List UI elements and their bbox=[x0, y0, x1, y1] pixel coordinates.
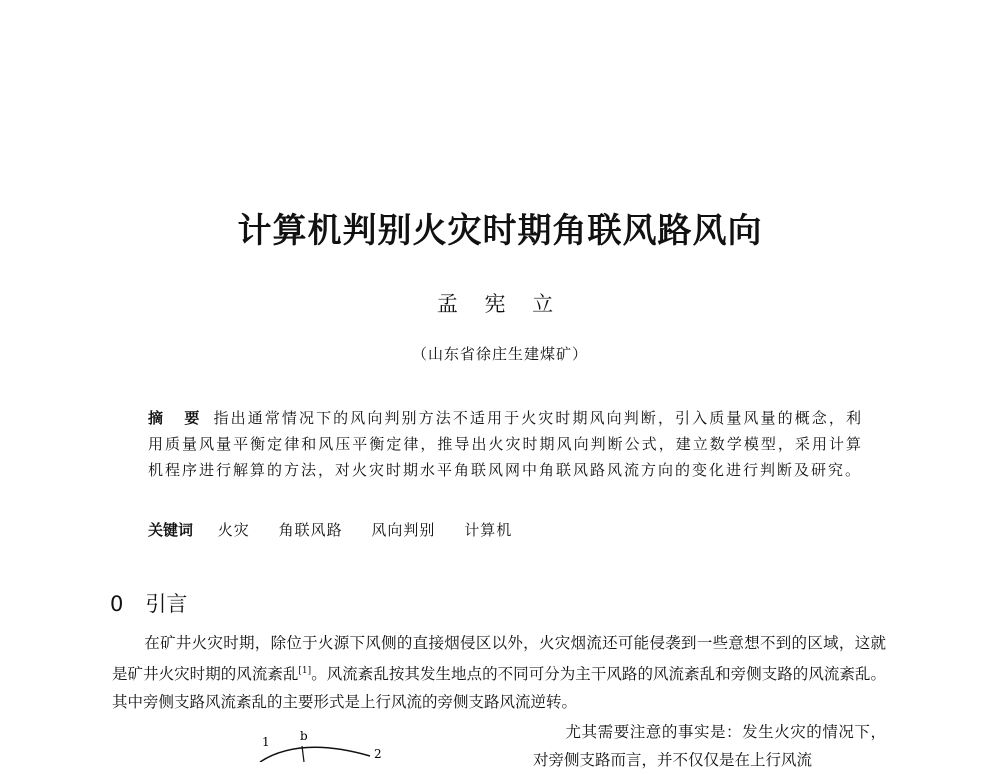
keywords-label: 关键词 bbox=[148, 521, 194, 539]
abstract-text: 指出通常情况下的风向判别方法不适用于火灾时期风向判断，引入质量风量的概念，利用质量风量平衡定律和风压平衡定律，推导出火灾时期风向判断公式，建立数学模型，采用计算机程序进行解算的方法，对火灾时期水平角联风网中角联风路风流方向的变化进行判断及研究。 bbox=[148, 409, 863, 479]
citation-ref: [1] bbox=[298, 666, 312, 676]
body-text: 。风流紊乱按其发生地点的不同可分为主干风路的风流紊乱和旁侧支路的风流紊乱。其中旁侧支路风流紊乱的主要形式是上行风流的旁侧支路风流逆转。 bbox=[112, 665, 886, 711]
network-figure bbox=[240, 722, 440, 762]
figure-node-1: 1 bbox=[262, 735, 270, 749]
paper-title: 计算机判别火灾时期角联风路风向 bbox=[237, 211, 763, 251]
body-paragraph-right bbox=[533, 718, 886, 774]
body-paragraph bbox=[112, 629, 886, 716]
keyword-item: 火灾 bbox=[217, 521, 250, 539]
section-heading bbox=[110, 588, 187, 618]
figure-node-2: 2 bbox=[374, 747, 382, 761]
keyword-item: 风向判别 bbox=[371, 521, 436, 539]
body-text: 在矿井火灾时期，除位于火源下风侧的直接烟侵区以外，火灾烟流还可能侵袭到一些意想不到的区域，这就是矿井火灾时期的风流紊乱 bbox=[112, 634, 886, 683]
keywords-block bbox=[148, 519, 536, 540]
author-name: 孟 宪 立 bbox=[436, 292, 564, 316]
network-diagram bbox=[240, 722, 440, 762]
keyword-item: 角联风路 bbox=[278, 521, 343, 539]
section-number: 0 bbox=[110, 592, 124, 616]
keyword-item: 计算机 bbox=[464, 521, 513, 539]
author-affiliation: （山东省徐庄生建煤矿） bbox=[411, 345, 588, 363]
abstract-block bbox=[148, 405, 863, 483]
body-text: 尤其需要注意的事实是：发生火灾的情况下，对旁侧支路而言，并不仅仅是在上行风流 bbox=[533, 723, 886, 769]
section-title: 引言 bbox=[145, 592, 188, 616]
figure-node-b: b bbox=[300, 729, 308, 743]
abstract-label: 摘 要 bbox=[148, 409, 208, 427]
